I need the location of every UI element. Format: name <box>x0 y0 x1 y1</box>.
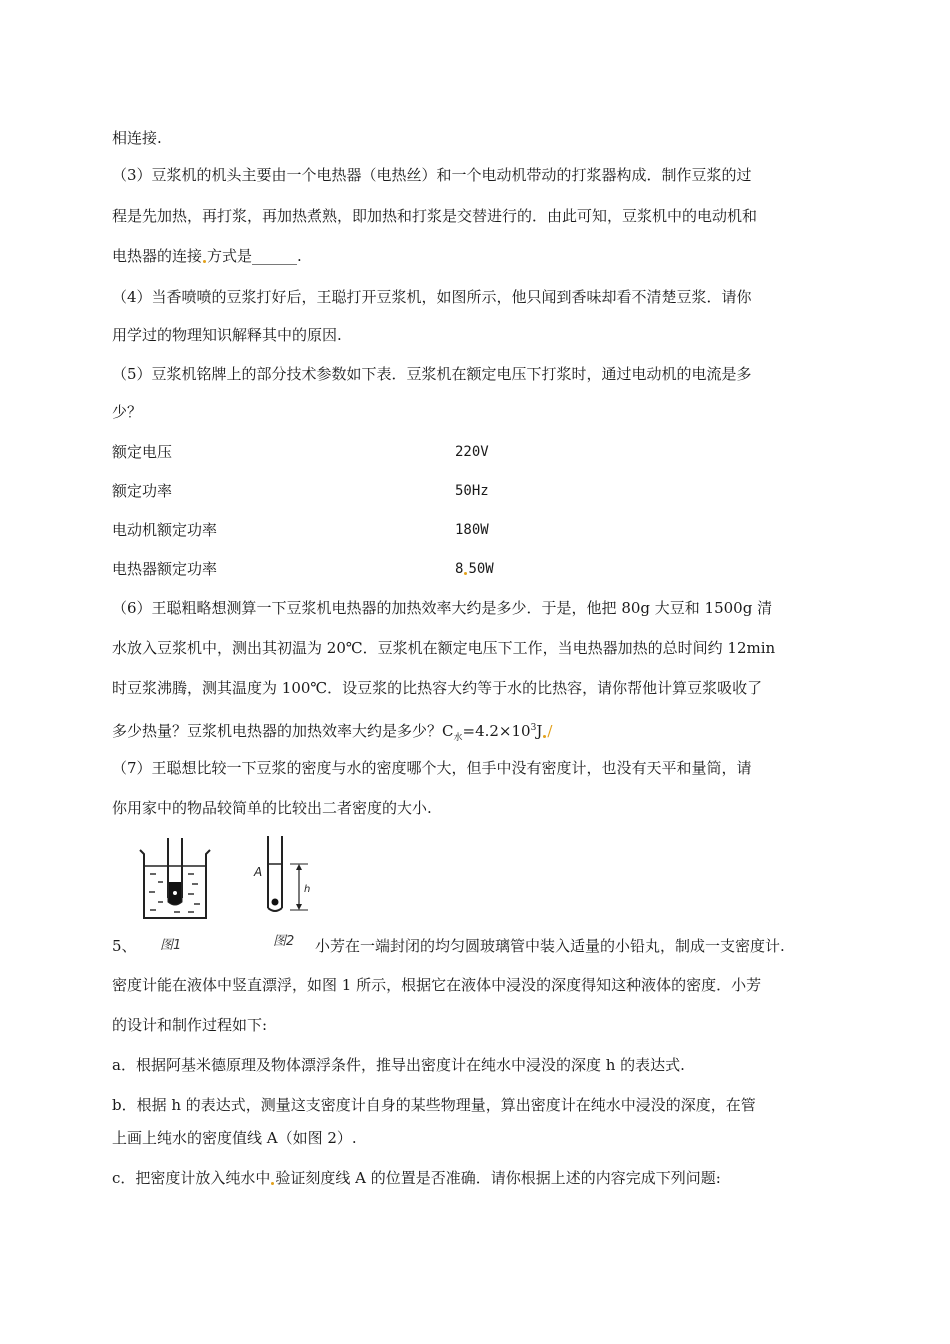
text-fragment: 方式是______. <box>207 247 302 265</box>
question-number: 5、 <box>112 937 137 955</box>
text-line: 用学过的物理知识解释其中的原因. <box>112 326 342 344</box>
text-line: 上画上纯水的密度值线 A（如图 2）. <box>112 1129 357 1147</box>
text-line: 密度计能在液体中竖直漂浮，如图 1 所示，根据它在液体中浸没的深度得知这种液体的密度．小芳 <box>112 976 762 994</box>
text-line: 时豆浆沸腾，测其温度为 100℃．设豆浆的比热容大约等于水的比热容，请你帮他计算豆浆吸收了 <box>112 679 763 697</box>
mark-dot <box>464 572 467 575</box>
text-fragment: 50W <box>468 561 494 577</box>
text-fragment: / <box>547 722 553 740</box>
text-line: 的设计和制作过程如下: <box>112 1016 268 1034</box>
text-line: a．根据阿基米德原理及物体漂浮条件，推导出密度计在纯水中浸没的深度 h 的表达式. <box>112 1056 685 1074</box>
subscript: 水 <box>453 733 463 743</box>
text-fragment: =4.2×10 <box>462 722 531 740</box>
figure-1-beaker <box>136 838 216 923</box>
text-line: （6）王聪粗略想测算一下豆浆机电热器的加热效率大约是多少．于是，他把 80g 大豆和 1500g 清 <box>112 599 773 617</box>
spec-value <box>455 559 494 579</box>
spec-value: 180W <box>455 522 489 538</box>
figure-2-tube <box>250 836 320 916</box>
spec-label: 额定电压 <box>112 443 173 461</box>
spec-label: 电热器额定功率 <box>112 560 218 578</box>
text-line: 水放入豆浆机中，测出其初温为 20℃．豆浆机在额定电压下工作，当电热器加热的总时间约 12min <box>112 639 776 657</box>
text-line <box>112 1168 721 1188</box>
mark-h-label: h <box>304 884 311 895</box>
mark-dot <box>543 735 546 738</box>
text-line <box>112 246 302 266</box>
figure-1-label: 图1 <box>160 938 182 953</box>
spec-label: 额定功率 <box>112 482 173 500</box>
text-line <box>112 718 552 748</box>
text-fragment: 8 <box>455 561 464 577</box>
spec-label: 电动机额定功率 <box>112 521 218 539</box>
text-fragment: J <box>536 722 543 740</box>
text-line: 小芳在一端封闭的均匀圆玻璃管中装入适量的小铅丸，制成一支密度计. <box>315 937 785 955</box>
text-line: （5）豆浆机铭牌上的部分技术参数如下表．豆浆机在额定电压下打浆时，通过电动机的电流是多 <box>112 365 752 383</box>
text-line: （4）当香喷喷的豆浆打好后，王聪打开豆浆机，如图所示，他只闻到香味却看不清楚豆浆．请你 <box>112 288 752 306</box>
text-fragment: c．把密度计放入纯水中 <box>112 1169 271 1187</box>
text-line: 你用家中的物品较简单的比较出二者密度的大小. <box>112 799 432 817</box>
text-line: 少？ <box>112 403 143 421</box>
spec-value: 50Hz <box>455 483 489 499</box>
text-line: （7）王聪想比较一下豆浆的密度与水的密度哪个大，但手中没有密度计，也没有天平和量筒，请 <box>112 759 752 777</box>
spec-value: 220V <box>455 444 489 460</box>
superscript: 3 <box>530 723 537 733</box>
text-line: 相连接. <box>112 129 162 147</box>
text-line: 程是先加热，再打浆，再加热煮熟，即加热和打浆是交替进行的．由此可知，豆浆机中的电动机和 <box>112 207 758 225</box>
mark-dot <box>271 1182 274 1185</box>
text-fragment: 电热器的连接 <box>112 247 203 265</box>
text-line: （3）豆浆机的机头主要由一个电热器（电热丝）和一个电动机带动的打浆器构成．制作豆浆的过 <box>112 166 752 184</box>
text-line: b．根据 h 的表达式，测量这支密度计自身的某些物理量，算出密度计在纯水中浸没的深度，在管 <box>112 1096 756 1114</box>
text-fragment: 验证刻度线 A 的位置是否准确．请你根据上述的内容完成下列问题: <box>275 1169 721 1187</box>
mark-a-label: A <box>254 865 263 879</box>
text-fragment: 多少热量？豆浆机电热器的加热效率大约是多少？C <box>112 722 454 740</box>
mark-dot <box>203 260 206 263</box>
figure-2-label: 图2 <box>273 934 295 949</box>
